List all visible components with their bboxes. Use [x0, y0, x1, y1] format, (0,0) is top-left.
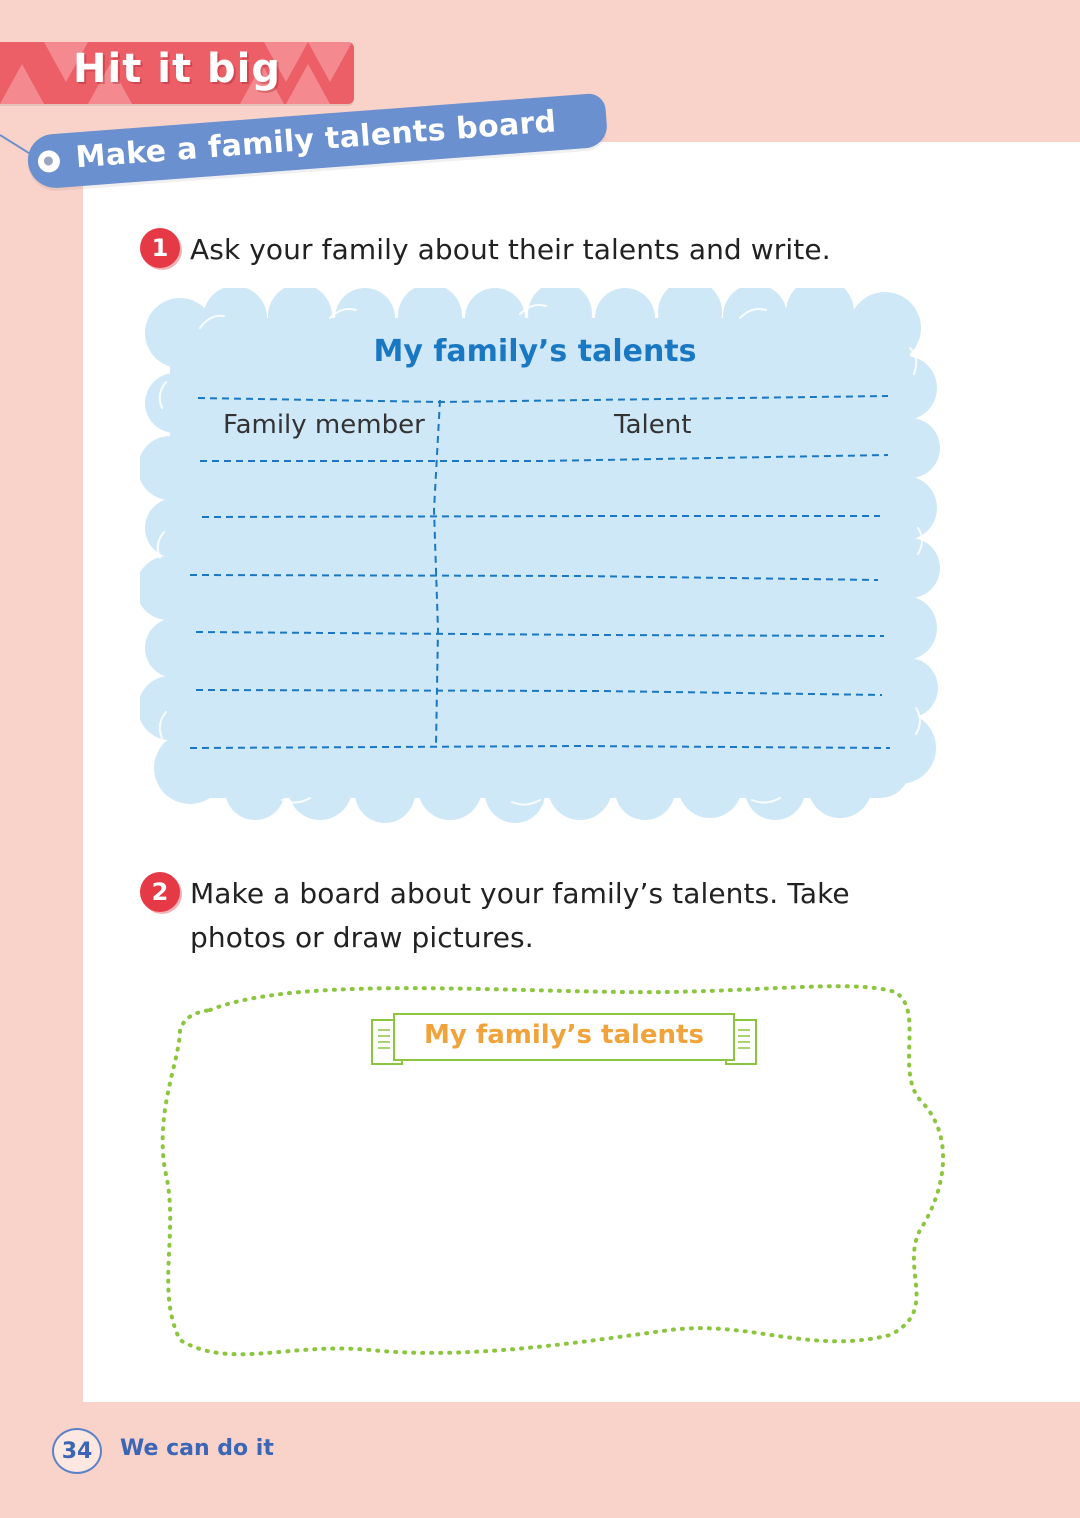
- task-2-text-line-1: Make a board about your family’s talents. Take: [190, 877, 850, 910]
- page-number: 34: [52, 1428, 102, 1474]
- task-2-text-line-2: photos or draw pictures.: [190, 921, 534, 954]
- task-1-text: Ask your family about their talents and write.: [190, 233, 831, 266]
- activity-title: Make a family talents board: [74, 104, 558, 176]
- section-title: Hit it big: [73, 46, 281, 92]
- task-1-number-badge: 1: [140, 228, 180, 268]
- unit-title: We can do it: [120, 1436, 274, 1461]
- column-header-talent: Talent: [614, 410, 692, 440]
- task-2-number-badge: 2: [140, 872, 180, 912]
- task-2-instruction: [140, 872, 850, 960]
- pin-icon: [37, 150, 61, 174]
- board-title-banner: [370, 1012, 758, 1068]
- task-1-instruction: [140, 228, 831, 272]
- activity-banner: [22, 104, 617, 210]
- column-header-family-member: Family member: [223, 410, 425, 440]
- talents-table-grid: [180, 390, 900, 760]
- board-title: My family’s talents: [424, 1020, 704, 1050]
- section-banner: [0, 42, 354, 104]
- table-title: My family’s talents: [373, 334, 697, 369]
